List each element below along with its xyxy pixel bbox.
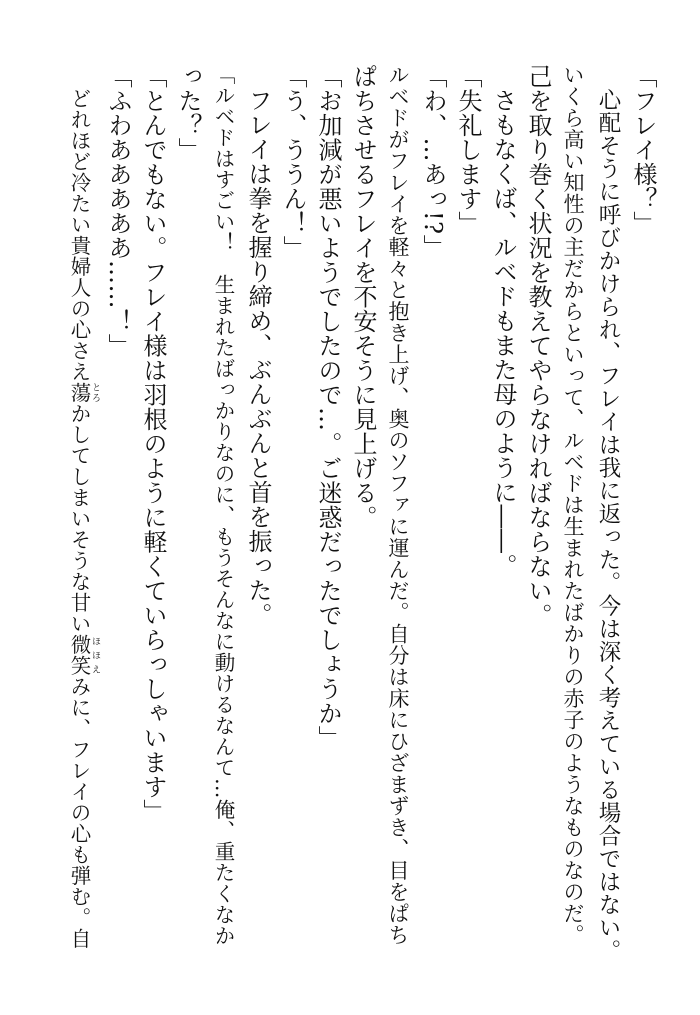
text-line: さもなくば、ルベドもまた母のように――。 <box>489 88 517 578</box>
text-line: 「フレイ様？」 <box>629 64 657 236</box>
ruby-annotation: 蕩 とろ <box>67 382 100 403</box>
text-line: いくら高い知性の主だからといって、ルベドは生まれたばかりの赤子のようなものなのだ。 <box>561 64 585 946</box>
text-line: 「ふわあああああ……！」 <box>104 64 132 358</box>
vertical-text-body <box>61 64 660 964</box>
ruby-reading: とろ <box>90 382 100 403</box>
text-line: ルベドがフレイを軽々と抱き上げ、奥のソファに運んだ。自分は床にひざまずき、目をぱち <box>386 64 410 946</box>
text-line: 「う、ううん！」 <box>279 64 307 260</box>
text-line: フレイは拳を握り締め、ぶんぶんと首を振った。 <box>244 88 272 627</box>
text-segment: みに、フレイの心も弾む。自 <box>67 676 91 949</box>
text-line: ぱちさせるフレイを不安そうに見上げる。 <box>349 64 377 530</box>
text-line: 心配そうに呼びかけられ、フレイは我に返った。今は深く考えている場合ではない。 <box>595 88 621 962</box>
text-line: 「お加減が悪いようでしたので…。ご迷惑だったでしょうか」 <box>314 64 342 750</box>
ruby-annotation: 微笑 ほほえ <box>67 634 100 676</box>
text-line-with-ruby <box>61 64 100 964</box>
ruby-reading: ほほえ <box>90 634 100 676</box>
text-segment: どれほど冷たい貴婦人の心さえ <box>67 88 91 382</box>
text-line: 「失礼します」 <box>454 64 482 236</box>
text-line: 己を取り巻く状況を教えてやらなければならない。 <box>524 64 552 628</box>
text-line: 「とんでもない。フレイ様は羽根のように軽くていらっしゃいます」 <box>139 64 167 824</box>
text-line: った？」 <box>174 64 202 162</box>
text-line: 「わ、…あっ!?」 <box>419 64 447 260</box>
text-segment: かしてしまいそうな甘い <box>67 403 91 634</box>
text-line: 「ルベドはすごい！ 生まれたばっかりなのに、もうそんなに動けるなんて…俺、重たくなか <box>211 64 235 946</box>
